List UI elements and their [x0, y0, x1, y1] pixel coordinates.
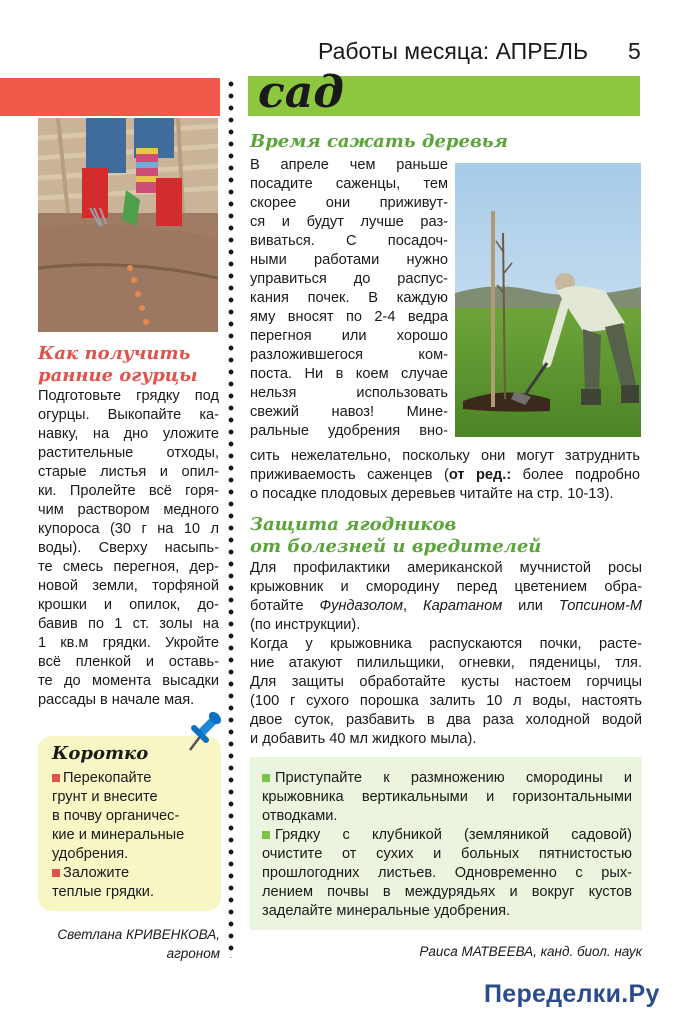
tip-line: заделайте минеральные удобрения.: [262, 903, 511, 919]
left-article-heading: [38, 343, 223, 387]
text-line: 1 кв.м грядки. Укройте: [38, 635, 219, 651]
bullet-icon: [52, 774, 60, 782]
text-line: приживаемость саженцев (от ред.: более подробно: [250, 467, 640, 483]
trees-article-body-wide: [250, 447, 640, 504]
text-line: о посадке плодовых деревьев читайте на стр. 10-13).: [250, 486, 614, 502]
text-line: скорее они приживут-: [250, 195, 448, 211]
text-line: старые листья и опил-: [38, 464, 219, 480]
text-line: ся и будут лучше раз-: [250, 214, 448, 230]
text-line: посадите саженцы, тем: [250, 176, 448, 192]
left-signature: [40, 925, 220, 963]
text-line: рассады в начале мая.: [38, 692, 195, 708]
text-line: перегноя или хорошо: [250, 328, 448, 344]
brief-line: в почву органичес-: [52, 808, 180, 824]
right-signature: [380, 944, 642, 959]
left-article-body: [38, 387, 219, 710]
text-line: крыжовник и смородину перед цветением обра-: [250, 579, 642, 595]
page-number: 5: [628, 38, 641, 64]
text-line: двое суток, разбавить в два раза холодной водой: [250, 712, 642, 728]
text-line: сить нежелательно, поскольку они могут затруднить: [250, 448, 640, 464]
left-red-band: [0, 78, 220, 116]
text-line: свежий навоз! Мине-: [250, 404, 448, 420]
heading-line: Защита ягодников: [250, 514, 457, 535]
tip-line: прошлогодних листьев. Одновременно с рых-: [262, 865, 632, 881]
trees-article-heading: Время сажать деревья: [250, 131, 508, 152]
text-line: всё пленкой и оставь-: [38, 654, 219, 670]
text-line: крошки и опилок, до-: [38, 597, 219, 613]
author-name: Раиса МАТВЕЕВА: [419, 944, 534, 959]
heading-line: от болезней и вредителей: [250, 536, 542, 557]
text-line: Для защиты обработайте кусты настоем горчицы: [250, 674, 642, 690]
text-line: яму вносят по 2-4 ведра: [250, 309, 448, 325]
text-line: поста. Ни в коем случае: [250, 366, 448, 382]
garden-bed-photo: [38, 118, 218, 332]
heading-line: ранние огурцы: [38, 365, 198, 386]
brief-line: теплые грядки.: [52, 884, 154, 900]
tip-line: очистите от сухих и больных пятнистостью: [262, 846, 632, 862]
author-name: Светлана КРИВЕНКОВА,: [57, 927, 220, 942]
tip-line: Грядку с клубникой (земляникой садовой): [262, 826, 632, 845]
text-line: бавив по 1 ст. золы на: [38, 616, 219, 632]
page-header-title: Работы месяца: АПРЕЛЬ: [318, 38, 589, 64]
trees-article-body: [250, 156, 448, 441]
pushpin-icon: [182, 706, 224, 754]
site-watermark: Переделки.Ру: [484, 980, 660, 1008]
text-line: чим раствором медного: [38, 502, 219, 518]
text-line: те до момента высадки: [38, 673, 219, 689]
text-line: ральные удобрения вно-: [250, 423, 448, 439]
text-line: (100 г сухого порошка залить 10 л воды, настоять: [250, 693, 642, 709]
brief-line: удобрения.: [52, 846, 129, 862]
berries-article-heading: [250, 514, 640, 558]
author-role: агроном: [166, 946, 220, 961]
text-line: те смесь перегноя, дер-: [38, 559, 219, 575]
text-line: кания почек. В каждую: [250, 290, 448, 306]
author-role: , канд. биол. наук: [533, 944, 642, 959]
text-line: воды). Сверху насыпь-: [38, 540, 219, 556]
text-line: В апреле чем раньше: [250, 157, 448, 173]
bullet-icon: [262, 774, 270, 782]
text-line: нельзя использовать: [250, 385, 448, 401]
text-line: (по инструкции).: [250, 617, 361, 633]
text-line: ки. Пролейте всё горя-: [38, 483, 219, 499]
text-line: Для профилактики американской мучнистой росы: [250, 560, 642, 576]
section-title: сад: [258, 67, 344, 118]
tip-line: отводками.: [262, 808, 338, 824]
column-divider: [227, 78, 235, 958]
text-line: ние атакуют пилильщики, огневки, пяденицы, тля.: [250, 655, 642, 671]
tip-line: крыжовника вертикальными и горизонтальными: [262, 789, 632, 805]
text-line: Подготовьте грядку под: [38, 388, 219, 404]
berries-article-body: [250, 559, 642, 749]
text-line: разложившегося ком-: [250, 347, 448, 363]
tip-line: лением почвы в междурядьях и вокруг кустов: [262, 884, 632, 900]
text-line: ными работами нужно: [250, 252, 448, 268]
text-line: огурцы. Выкопайте ка-: [38, 407, 219, 423]
text-line: ботайте Фундазолом, Каратаном или Топсином-М: [250, 598, 642, 614]
tree-planting-photo: [455, 163, 641, 437]
brief-list: [52, 769, 217, 902]
text-line: новой земли, торфяной: [38, 578, 219, 594]
bullet-icon: [52, 869, 60, 877]
heading-line: Как получить: [38, 343, 191, 364]
brief-line: грунт и внесите: [52, 789, 158, 805]
text-line: навку, на дно уложите: [38, 426, 219, 442]
text-line: управиться до распус-: [250, 271, 448, 287]
text-line: растительные отходы,: [38, 445, 219, 461]
tips-list: [262, 769, 632, 921]
brief-line: Заложите: [52, 864, 217, 883]
text-line: купороса (30 г на 10 л: [38, 521, 219, 537]
bullet-icon: [262, 831, 270, 839]
text-line: виваться. С посадоч-: [250, 233, 448, 249]
brief-line: кие и минеральные: [52, 827, 185, 843]
text-line: и добавить 40 мл жидкого мыла).: [250, 731, 477, 747]
tip-line: Приступайте к размножению смородины и: [262, 769, 632, 788]
brief-title: Коротко: [52, 743, 149, 764]
editor-note-label: от ред.:: [448, 467, 512, 483]
brief-line: Перекопайте: [52, 769, 217, 788]
text-line: Когда у крыжовника распускаются почки, расте-: [250, 636, 642, 652]
